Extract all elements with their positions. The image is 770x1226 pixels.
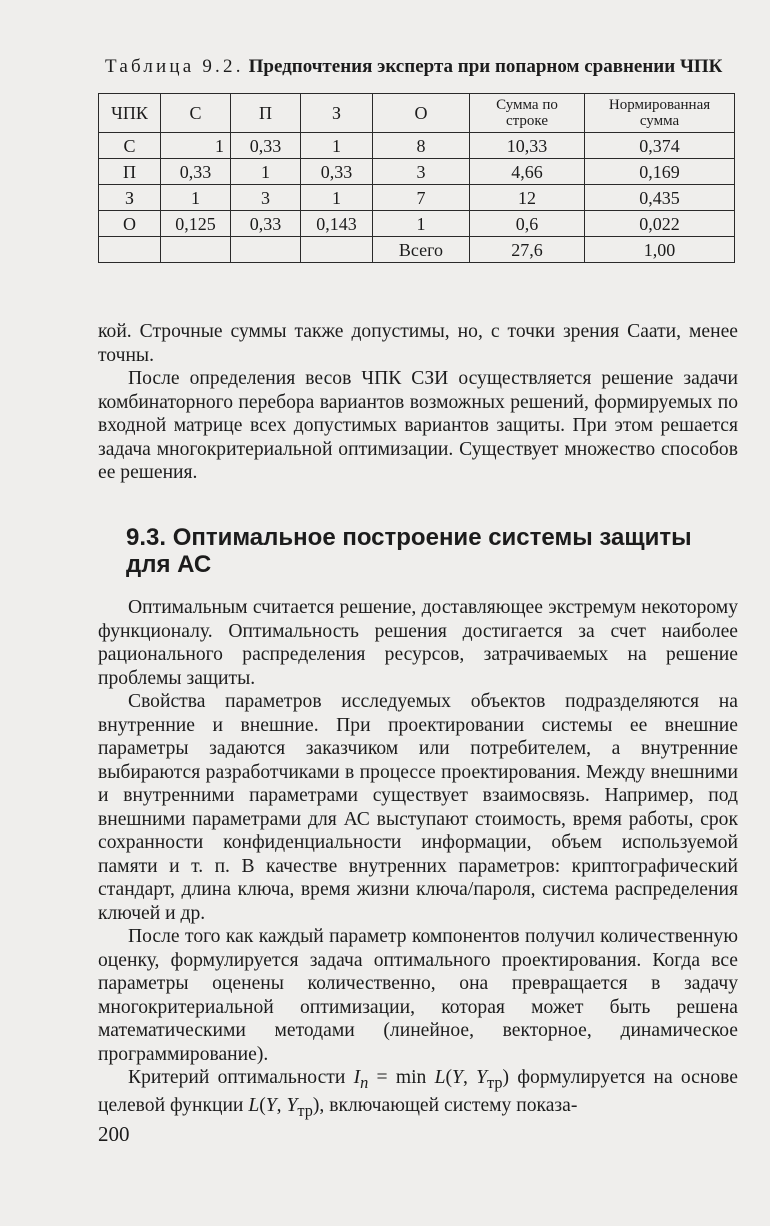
paragraph: Оптимальным считается решение, доставляющее экстремум некоторому функционалу. Оптимальность решения достигается за счет наиболее рационального распределения ресурсов, затрачиваемых на решение проблемы защиты.: [98, 597, 738, 689]
table-cell: С: [99, 133, 161, 159]
paragraph: После определения весов ЧПК СЗИ осуществляется решение задачи комбинаторного перебора вариантов возможных решений, формируемых по входной матрице всех допустимых вариантов защиты. При этом решается задача многокритериальной оптимизации. Существует множество способов ее решения.: [98, 368, 738, 483]
table-cell: 0,022: [585, 211, 735, 237]
table-cell: 0,33: [301, 159, 373, 185]
header-cell: Нормированная сумма: [585, 94, 735, 133]
table-header-row: [99, 94, 735, 133]
table-total-row: [99, 237, 735, 263]
table-caption: [105, 56, 745, 78]
table-row: [99, 133, 735, 159]
table-cell: З: [99, 185, 161, 211]
table-cell: О: [99, 211, 161, 237]
table-cell: 0,169: [585, 159, 735, 185]
table-cell-empty: [161, 237, 231, 263]
table-row: [99, 211, 735, 237]
header-cell: Сумма по строке: [470, 94, 585, 133]
header-cell: П: [231, 94, 301, 133]
table-caption-prefix: Таблица 9.2.: [105, 56, 244, 77]
paragraph: кой. Строчные суммы также допустимы, но, с точки зрения Саати, менее точны.: [98, 321, 738, 366]
paragraph: После того как каждый параметр компонентов получил количественную оценку, формулируется задача оптимального проектирования. Когда все параметры оценены количественно, она превращается в задачу многокритериальной оптимизации, которая может быть решена математическими методами (линейное, векторное, динамическое программирование).: [98, 926, 738, 1065]
table-cell: 0,6: [470, 211, 585, 237]
total-sum: 27,6: [470, 237, 585, 263]
section-heading: 9.3. Оптимальное построение системы защиты для АС: [126, 524, 692, 578]
table-cell: 10,33: [470, 133, 585, 159]
table-cell: 3: [373, 159, 470, 185]
table-cell-empty: [231, 237, 301, 263]
table-cell: 3: [231, 185, 301, 211]
paragraph: Свойства параметров исследуемых объектов подразделяются на внутренние и внешние. При проектировании системы ее внешние параметры задаются заказчиком или потребителем, а внутренние выбираются разработчиками в процессе проектирования. Между внешними и внутренними параметрами существует взаимосвязь. Например, под внешними параметрами для АС выступают стоимость, время работы, срок сохранности конфиденциальности информации, объем используемой памяти и т. п. В качестве внутренних параметров: криптографический стандарт, длина ключа, время жизни ключа/пароля, система распределения ключей и др.: [98, 691, 738, 924]
header-cell: С: [161, 94, 231, 133]
table-cell: 4,66: [470, 159, 585, 185]
table-caption-title: Предпочтения эксперта при попарном сравнении ЧПК: [248, 56, 723, 77]
table-cell: 1: [161, 133, 231, 159]
total-norm: 1,00: [585, 237, 735, 263]
table-row: [99, 185, 735, 211]
text-block-top: [98, 320, 738, 485]
total-label: Всего: [373, 237, 470, 263]
formula-var: I: [353, 1067, 361, 1088]
table-cell: 0,125: [161, 211, 231, 237]
table-cell: 0,374: [585, 133, 735, 159]
table-cell: 7: [373, 185, 470, 211]
header-cell: З: [301, 94, 373, 133]
text-block-main: [98, 596, 738, 1123]
table-cell: 0,33: [231, 211, 301, 237]
header-cell: О: [373, 94, 470, 133]
comparison-table: [98, 93, 735, 263]
table-cell: 0,33: [231, 133, 301, 159]
header-cell: ЧПК: [99, 94, 161, 133]
table-row: [99, 159, 735, 185]
paragraph-formula: Критерий оптимальности $I_n = \min L(Y$, $Y_{тр}$) формулируется на основе целевой функции L(Y, $Y_{тр}$), включающей систему показа-: [98, 1067, 738, 1121]
table-cell: П: [99, 159, 161, 185]
table-cell-empty: [301, 237, 373, 263]
table-cell: 0,143: [301, 211, 373, 237]
page-number: 200: [98, 1122, 130, 1146]
table-cell: 8: [373, 133, 470, 159]
table-cell: 12: [470, 185, 585, 211]
table-cell: 1: [161, 185, 231, 211]
table-cell: 1: [301, 185, 373, 211]
table-cell: 1: [231, 159, 301, 185]
table-cell: 0,33: [161, 159, 231, 185]
table-cell-empty: [99, 237, 161, 263]
table-cell: 0,435: [585, 185, 735, 211]
table-cell: 1: [373, 211, 470, 237]
table-cell: 1: [301, 133, 373, 159]
